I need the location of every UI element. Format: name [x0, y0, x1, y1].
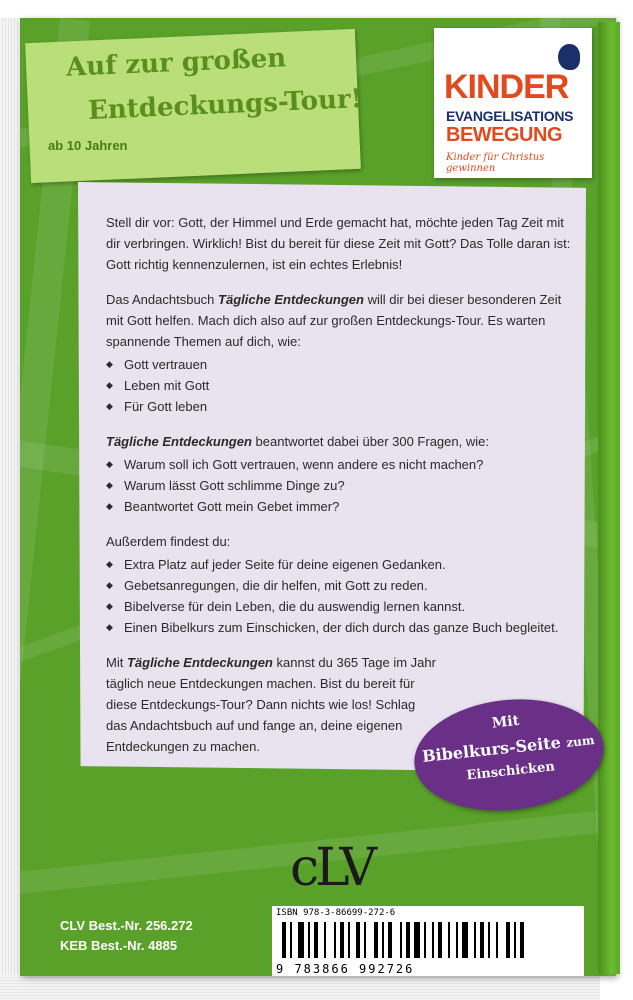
list-item: ◆ Bibelverse für dein Leben, die du auswendig lernen kannst. — [106, 596, 576, 617]
barcode-bar — [374, 922, 378, 958]
book-title: Tägliche Entdeckungen — [218, 292, 364, 307]
barcode-bar — [400, 922, 402, 958]
barcode-bar — [432, 922, 434, 958]
blurb-paragraph-3 — [106, 431, 576, 452]
barcode-bar — [520, 922, 524, 958]
cover-title-line2: Entdeckungs-Tour! — [87, 84, 363, 126]
text-span: will dir bei dieser besonderen Zeit mit Gott helfen. Mach dich also auf zur großen Entdeckungs-Tour. Es warten spannende Themen auf dich, wie: — [106, 292, 562, 349]
logo-tagline: Kinder für Christus gewinnen — [446, 152, 545, 174]
barcode-bar — [406, 922, 410, 958]
text-span: Mit — [106, 655, 127, 670]
cover-title-line1: Auf zur großen — [65, 43, 287, 83]
logo-text-evangelisations: EVANGELISATIONS — [446, 108, 574, 124]
barcode-bar — [356, 922, 360, 958]
barcode-bar — [290, 922, 292, 958]
keb-order-number: KEB Best.-Nr. 4885 — [60, 938, 178, 953]
blurb-paragraph-4: Außerdem findest du: — [106, 534, 231, 549]
clv-logo: cLV — [290, 838, 374, 898]
barcode-bar — [424, 922, 426, 958]
list-item: ◆ Gott vertrauen — [106, 354, 576, 375]
barcode-bar — [488, 922, 490, 958]
features-list — [106, 554, 576, 638]
barcode-bar — [334, 922, 336, 958]
barcode-bar — [324, 922, 326, 958]
text-span: zum — [565, 733, 596, 750]
barcode-bar — [340, 922, 344, 958]
list-item: ◆ Gebetsanregungen, die dir helfen, mit Gott zu reden. — [106, 575, 576, 596]
topics-list — [106, 354, 576, 417]
child-head-icon — [558, 44, 580, 70]
badge-line1: Mit — [491, 712, 520, 732]
list-item: ◆ Für Gott leben — [106, 396, 576, 417]
age-label: ab 10 Jahren — [48, 138, 128, 153]
list-item: ◆ Extra Platz auf jeder Seite für deine eigenen Gedanken. — [106, 554, 576, 575]
list-item: ◆ Leben mit Gott — [106, 375, 576, 396]
barcode-bar — [282, 922, 286, 958]
barcode-bar — [506, 922, 510, 958]
barcode-bar — [382, 922, 384, 958]
barcode-bar — [480, 922, 484, 958]
text-span: beantwortet dabei über 300 Fragen, wie: — [251, 434, 489, 449]
barcode-bars — [282, 922, 576, 958]
barcode-bar — [414, 922, 420, 958]
list-item: ◆ Warum lässt Gott schlimme Dinge zu? — [106, 475, 576, 496]
text-span: kannst du 365 Tage im Jahr täglich neue Entdeckungen machen. Bist du bereit für diese Entdeckungs-Tour? Dann nichts wie los! Schlag das Andachtsbuch auf und fange an, deine eigenen Entdeckungen zu machen. — [106, 655, 436, 754]
blurb-paragraph-2 — [106, 289, 576, 352]
clv-order-number: CLV Best.-Nr. 256.272 — [60, 918, 193, 933]
barcode-bar — [462, 922, 468, 958]
logo-text-kinder: KINDER — [444, 68, 569, 106]
barcode-bar — [514, 922, 516, 958]
barcode-bar — [448, 922, 450, 958]
barcode-bar — [298, 922, 304, 958]
barcode-bar — [348, 922, 350, 958]
book-title: Tägliche Entdeckungen — [106, 434, 252, 449]
barcode-digits: 9 783866 992726 — [276, 962, 415, 976]
logo-text-bewegung: BEWEGUNG — [446, 124, 562, 146]
text-span: Das Andachtsbuch — [106, 292, 219, 307]
barcode-bar — [364, 922, 366, 958]
questions-list — [106, 454, 576, 517]
barcode-bar — [308, 922, 310, 958]
list-item: ◆ Warum soll ich Gott vertrauen, wenn andere es nicht machen? — [106, 454, 576, 475]
page-edge-bottom — [0, 975, 600, 1000]
list-item: ◆ Beantwortet Gott mein Gebet immer? — [106, 496, 576, 517]
barcode-bar — [314, 922, 318, 958]
barcode-bar — [388, 922, 392, 958]
book-title: Tägliche Entdeckungen — [126, 655, 273, 670]
book-spine — [598, 22, 620, 974]
blurb — [106, 212, 576, 771]
blurb-paragraph-5 — [106, 652, 436, 757]
badge-line3: Einschicken — [465, 759, 556, 784]
order-numbers — [60, 916, 193, 956]
barcode-bar — [456, 922, 458, 958]
barcode — [272, 906, 584, 976]
barcode-bar — [474, 922, 476, 958]
barcode-bar — [496, 922, 498, 958]
blurb-intro: Stell dir vor: Gott, der Himmel und Erde gemacht hat, möchte jeden Tag Zeit mit dir verbringen. Wirklich! Bist du bereit für diese Zeit mit Gott? Das Tolle daran ist: Gott richtig kennenzulernen, ist ein echtes Erlebnis! — [106, 215, 571, 272]
publisher-logo — [434, 28, 592, 178]
text-span: Bibelkurs-Seite — [421, 732, 562, 767]
barcode-bar — [438, 922, 442, 958]
list-item: ◆ Einen Bibelkurs zum Einschicken, der dich durch das ganze Buch begleitet. — [106, 617, 576, 638]
isbn-label: ISBN 978-3-86699-272-6 — [276, 908, 396, 918]
